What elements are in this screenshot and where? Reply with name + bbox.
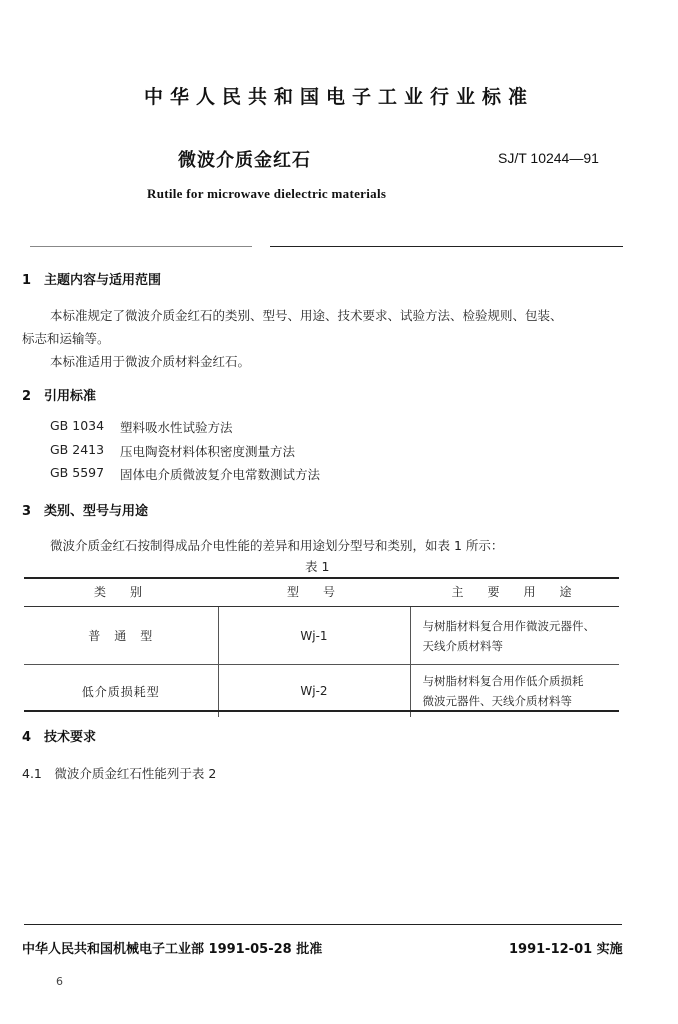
- section-1-heading: 1 主题内容与适用范围: [22, 273, 162, 288]
- effective-date: 1991-12-01 实施: [509, 942, 623, 957]
- use-line: 与树脂材料复合用作微波元器件、: [422, 618, 595, 633]
- section-2-heading: 2 引用标准: [22, 389, 97, 404]
- use-line: 微波元器件、天线介质材料等: [422, 694, 572, 708]
- page-number: 6: [56, 975, 63, 988]
- reference-name: 塑料吸水性试验方法: [120, 420, 233, 435]
- table-header-use: 主 要 用 途: [410, 577, 619, 607]
- title-rule-left: [30, 246, 252, 247]
- section-1-paragraph-1a: 本标准规定了微波介质金红石的类别、型号、用途、技术要求、试验方法、检验规则、包装、: [50, 308, 563, 323]
- title-rule-right: [270, 246, 623, 247]
- table-cell-category: 低介质损耗型: [24, 665, 218, 718]
- table-row: [24, 607, 619, 665]
- table-1: [24, 577, 619, 717]
- document-title-cn: 微波介质金红石: [178, 150, 311, 171]
- section-3-heading: 3 类别、型号与用途: [22, 504, 149, 519]
- section-1-paragraph-2: 本标准适用于微波介质材料金红石。: [50, 354, 251, 369]
- footer-rule: [24, 924, 622, 925]
- table-bottom-rule: [24, 710, 619, 712]
- table-header-category: 类 别: [24, 577, 218, 607]
- section-1-paragraph-1b: 标志和运输等。: [22, 331, 110, 346]
- org-header: 中华人民共和国电子工业行业标准: [143, 86, 534, 108]
- table-cell-use: [410, 607, 619, 665]
- document-title-en: Rutile for microwave dielectric materials: [147, 186, 387, 201]
- table-header-model: 型 号: [218, 577, 410, 607]
- reference-code: GB 5597: [50, 465, 105, 480]
- section-3-paragraph: 微波介质金红石按制得成品介电性能的差异和用途划分型号和类别，如表 1 所示：: [50, 538, 504, 553]
- use-line: 与树脂材料复合用作低介质损耗: [422, 674, 584, 688]
- table-cell-model: Wj-1: [218, 607, 410, 665]
- table-cell-category: 普 通 型: [24, 607, 218, 665]
- table-1-caption: 表 1: [305, 559, 330, 574]
- table-cell-model: Wj-2: [300, 684, 328, 698]
- reference-name: 压电陶瓷材料体积密度测量方法: [120, 444, 296, 459]
- reference-name: 固体电介质微波复介电常数测试方法: [120, 467, 321, 482]
- reference-code: GB 1034: [50, 418, 105, 433]
- standard-number: SJ/T 10244—91: [498, 150, 599, 166]
- section-4-1-paragraph: 4.1 微波介质金红石性能列于表 2: [22, 766, 217, 781]
- use-line: 天线介质材料等: [422, 638, 503, 653]
- approval-line: 中华人民共和国机械电子工业部 1991-05-28 批准: [22, 942, 323, 957]
- reference-code: GB 2413: [50, 442, 105, 457]
- section-4-heading: 4 技术要求: [22, 730, 97, 745]
